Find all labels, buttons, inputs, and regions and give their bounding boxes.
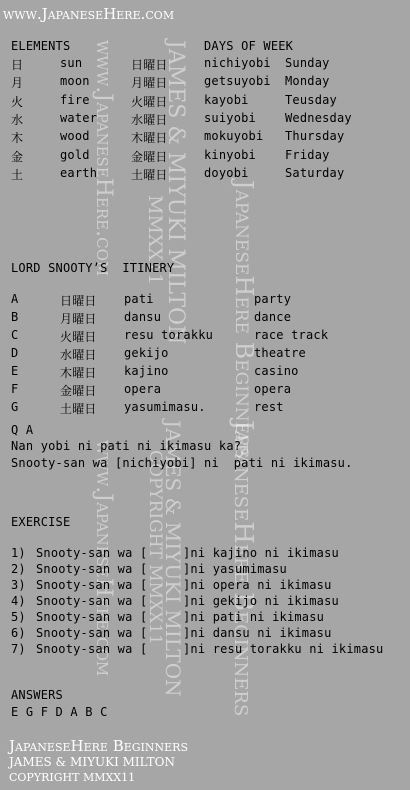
- exercise-suffix: ]ni dansu ni ikimasu: [183, 626, 332, 640]
- element-english: earth: [60, 165, 98, 180]
- weekday-kanji: 水曜日: [131, 112, 168, 127]
- watermark-copyright: COPYRIGHT MMXX11: [145, 450, 165, 645]
- weekday-kanji: 火曜日: [131, 94, 168, 109]
- exercise-prefix: Snooty-san wa [: [36, 562, 148, 576]
- exercise-number: 1): [11, 546, 26, 560]
- answers-heading: ANSWERS: [11, 688, 63, 702]
- itinerary-place-jp: pati: [124, 292, 154, 306]
- element-english: moon: [60, 74, 90, 89]
- element-kanji: 金: [11, 149, 24, 164]
- itinerary-letter: C: [11, 328, 19, 342]
- exercise-prefix: Snooty-san wa [: [36, 642, 148, 656]
- weekday-english: Thursday: [285, 129, 345, 144]
- exercise-prefix: Snooty-san wa [: [36, 626, 148, 640]
- exercise-number: 6): [11, 626, 26, 640]
- weekday-english: Saturday: [285, 165, 345, 180]
- itinerary-place-en: party: [254, 292, 292, 306]
- itinerary-day: 水曜日: [60, 348, 97, 362]
- exercise-number: 3): [11, 578, 26, 592]
- itinerary-letter: A: [11, 292, 19, 306]
- itinerary-letter: E: [11, 364, 19, 378]
- itinerary-place-en: casino: [254, 364, 299, 378]
- weekday-kanji: 木曜日: [131, 131, 168, 146]
- exercise-suffix: ]ni gekijo ni ikimasu: [183, 594, 339, 608]
- itinerary-place-jp: kajino: [124, 364, 169, 378]
- itinerary-day: 木曜日: [60, 366, 97, 380]
- element-english: wood: [60, 129, 90, 144]
- watermark-title: JapaneseHere Beginners: [230, 180, 258, 459]
- element-english: gold: [60, 147, 90, 162]
- itinerary-day: 金曜日: [60, 384, 97, 398]
- exercise-prefix: Snooty-san wa [: [36, 578, 148, 592]
- itinerary-place-en: opera: [254, 382, 292, 396]
- days-heading: DAYS OF WEEK: [204, 39, 294, 53]
- element-kanji: 木: [11, 131, 24, 146]
- itinerary-place-en: rest: [254, 400, 284, 414]
- element-kanji: 日: [11, 58, 24, 72]
- weekday-romaji: doyobi: [204, 165, 249, 180]
- elements-heading: ELEMENTS: [11, 39, 71, 53]
- qa-answer: Snooty-san wa [nichiyobi] ni pati ni ikimasu.: [11, 456, 353, 470]
- itinerary-letter: B: [11, 310, 19, 324]
- itinerary-day: 月曜日: [60, 312, 97, 326]
- footer-authors: JAMES & MIYUKI MILTON: [9, 755, 175, 769]
- itinerary-place-jp: gekijo: [124, 346, 169, 360]
- weekday-kanji: 月曜日: [131, 76, 168, 91]
- watermark-site: www.JapaneseHere.com: [91, 40, 116, 277]
- exercise-heading: EXERCISE: [11, 515, 71, 529]
- itinerary-place-en: race track: [254, 328, 329, 342]
- itinerary-letter: F: [11, 382, 19, 396]
- element-kanji: 水: [11, 112, 24, 127]
- exercise-number: 5): [11, 610, 26, 624]
- element-kanji: 月: [11, 76, 24, 91]
- exercise-number: 7): [11, 642, 26, 656]
- qa-question: Nan yobi ni pati ni ikimasu ka?: [11, 439, 242, 453]
- element-english: sun: [60, 56, 83, 70]
- footer-title: JapaneseHere Beginners: [9, 737, 188, 755]
- itinerary-day: 土曜日: [60, 402, 97, 416]
- site-title[interactable]: www.JapaneseHere.com: [3, 5, 175, 23]
- exercise-number: 2): [11, 562, 26, 576]
- exercise-suffix: ]ni yasumimasu: [183, 562, 287, 576]
- weekday-english: Wednesday: [285, 110, 352, 125]
- weekday-romaji: suiyobi: [204, 110, 256, 125]
- weekday-kanji: 金曜日: [131, 149, 168, 164]
- watermark-site-lower: www.JapaneseHere.com: [91, 440, 116, 677]
- exercise-number: 4): [11, 594, 26, 608]
- weekday-kanji: 土曜日: [131, 167, 168, 182]
- watermark-title-lower: JapaneseHere Beginners: [228, 420, 258, 717]
- element-kanji: 火: [11, 94, 24, 109]
- exercise-prefix: Snooty-san wa [: [36, 610, 148, 624]
- itinerary-place-en: dance: [254, 310, 292, 324]
- itinerary-day: 火曜日: [60, 330, 97, 344]
- itinerary-place-jp: resu torakku: [124, 328, 214, 342]
- itinerary-place-jp: opera: [124, 382, 162, 396]
- exercise-suffix: ]ni pati ni ikimasu: [183, 610, 325, 624]
- weekday-english: Monday: [285, 74, 330, 89]
- exercise-suffix: ]ni opera ni ikimasu: [183, 578, 332, 592]
- itinerary-place-jp: dansu: [124, 310, 162, 324]
- watermark-authors: JAMES & MIYUKI MILTON: [163, 40, 188, 345]
- exercise-suffix: ]ni kajino ni ikimasu: [183, 546, 339, 560]
- itinerary-heading: LORD SNOOTY’S ITINERY: [11, 261, 175, 275]
- weekday-english: Sunday: [285, 56, 330, 70]
- element-kanji: 土: [11, 167, 24, 182]
- element-english: water: [60, 110, 98, 125]
- itinerary-day: 日曜日: [60, 294, 97, 308]
- weekday-english: Friday: [285, 147, 330, 162]
- weekday-romaji: getsuyobi: [204, 74, 271, 89]
- weekday-romaji: kinyobi: [204, 147, 256, 162]
- weekday-english: Teusday: [285, 92, 337, 107]
- weekday-romaji: mokuyobi: [204, 129, 264, 144]
- weekday-kanji: 日曜日: [131, 58, 168, 72]
- weekday-romaji: kayobi: [204, 92, 249, 107]
- footer-copyright: COPYRIGHT MMXX11: [9, 771, 136, 784]
- watermark-authors-lower: JAMES & MIYUKI MILTON: [161, 420, 185, 697]
- itinerary-place-en: theatre: [254, 346, 306, 360]
- qa-heading: Q A: [11, 423, 34, 437]
- itinerary-letter: G: [11, 400, 19, 414]
- exercise-prefix: Snooty-san wa [: [36, 546, 148, 560]
- weekday-romaji: nichiyobi: [204, 56, 271, 70]
- element-english: fire: [60, 92, 90, 107]
- itinerary-letter: D: [11, 346, 19, 360]
- watermark-mmxx: MMXX11: [144, 195, 166, 286]
- exercise-suffix: ]ni resu torakku ni ikimasu: [183, 642, 384, 656]
- itinerary-place-jp: yasumimasu.: [124, 400, 206, 414]
- answers-letters: E G F D A B C: [11, 705, 108, 719]
- exercise-prefix: Snooty-san wa [: [36, 594, 148, 608]
